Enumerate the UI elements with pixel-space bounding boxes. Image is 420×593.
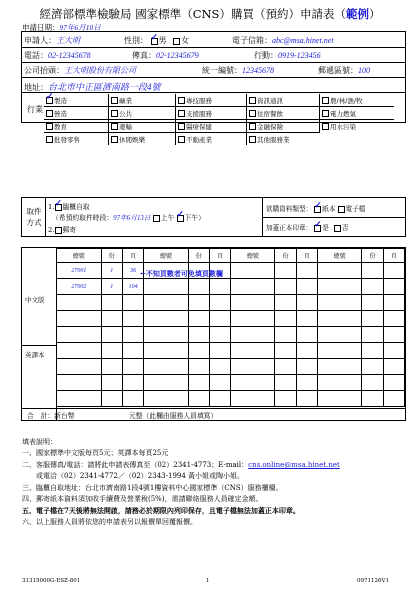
order-cell[interactable] xyxy=(318,391,362,407)
order-cell[interactable] xyxy=(275,327,296,343)
industry-option-label: 其他服務業 xyxy=(257,135,290,144)
industry-option xyxy=(109,94,176,107)
order-cell[interactable] xyxy=(383,375,404,391)
order-cell[interactable] xyxy=(188,375,209,391)
order-cell[interactable] xyxy=(383,279,404,295)
order-cell[interactable] xyxy=(101,311,122,327)
instruction-3: 三、臨櫃自取地址：台北市濟南路1段4號1樓資料中心國家標準（CNS）服務櫃檯。 xyxy=(22,483,283,492)
stamp-yes-checkbox[interactable] xyxy=(314,225,321,232)
electronic-label: 電子檔 xyxy=(345,205,366,213)
mail-checkbox[interactable] xyxy=(55,227,62,234)
industry-option-label: 製造 xyxy=(54,96,67,105)
industry-checkbox[interactable] xyxy=(178,110,185,117)
order-cell[interactable] xyxy=(188,391,209,407)
order-cell[interactable] xyxy=(122,359,143,375)
mobile-group xyxy=(254,50,321,61)
column-header: 總號 xyxy=(231,249,275,263)
industry-option xyxy=(44,120,109,133)
order-cell[interactable] xyxy=(318,279,362,295)
order-cell[interactable] xyxy=(231,295,275,311)
industry-checkbox[interactable] xyxy=(111,97,118,104)
industry-option xyxy=(320,107,395,120)
column-header: 份 xyxy=(362,249,383,263)
order-cell[interactable] xyxy=(144,279,188,295)
total-suffix: 元整（此欄由服務人員填寫） xyxy=(128,412,218,420)
order-cell[interactable] xyxy=(383,263,404,279)
industry-option xyxy=(176,94,247,107)
order-cell[interactable] xyxy=(57,375,102,391)
gender-male-checkbox[interactable] xyxy=(151,38,158,45)
table-row xyxy=(57,375,405,391)
table-row xyxy=(57,295,405,311)
order-cell[interactable] xyxy=(57,327,102,343)
order-cell[interactable] xyxy=(383,391,404,407)
industry-option-label: 批發零售 xyxy=(54,135,80,144)
industry-checkbox[interactable] xyxy=(111,123,118,130)
industry-checkbox[interactable] xyxy=(249,123,256,130)
industry-option xyxy=(247,133,320,146)
industry-option-label: 營造 xyxy=(54,109,67,118)
industry-checkbox[interactable] xyxy=(322,110,329,117)
table-row xyxy=(57,343,405,359)
reservation-close: ） xyxy=(198,214,205,222)
order-cell[interactable] xyxy=(209,311,230,327)
industry-option xyxy=(176,120,247,133)
industry-option-label: 農/林/漁/牧 xyxy=(330,96,363,105)
industry-checkbox[interactable] xyxy=(178,136,185,143)
order-cell[interactable] xyxy=(296,391,317,407)
phone-label: 電話： xyxy=(24,51,48,60)
order-cell[interactable] xyxy=(57,311,102,327)
order-cell[interactable] xyxy=(209,391,230,407)
industry-checkbox[interactable] xyxy=(249,97,256,104)
fax-field[interactable]: 02-12345679 xyxy=(156,51,199,60)
industry-checkbox[interactable] xyxy=(46,110,53,117)
column-header: 總號 xyxy=(318,249,362,263)
industry-option xyxy=(247,120,320,133)
company-group xyxy=(24,65,136,76)
column-header: 頁 xyxy=(122,249,143,263)
phone-group xyxy=(24,50,91,61)
order-cell[interactable] xyxy=(101,327,122,343)
order-cell[interactable] xyxy=(362,343,383,359)
order-cell[interactable] xyxy=(144,295,188,311)
total-row xyxy=(27,410,217,420)
order-cell[interactable] xyxy=(275,375,296,391)
order-cell[interactable] xyxy=(231,263,275,279)
gender-female-label: 女 xyxy=(181,36,190,45)
page-count-note: ←不知頁數者可免填頁數欄 xyxy=(140,269,223,278)
stamp-group xyxy=(266,222,349,232)
option-2-number: 2. xyxy=(48,226,55,234)
industry-checkbox[interactable] xyxy=(322,123,329,130)
company-field[interactable]: 王大明股份有限公司 xyxy=(64,66,136,75)
order-cell[interactable] xyxy=(122,343,143,359)
mail-label: 郵寄 xyxy=(62,226,77,234)
english-edition-label: 英譯本 xyxy=(25,351,45,359)
mobile-label: 行動： xyxy=(254,51,278,60)
order-cell[interactable] xyxy=(231,391,275,407)
data-type-label: 欲購資料類型： xyxy=(266,205,313,213)
page-title xyxy=(0,6,420,22)
column-header: 總號 xyxy=(144,249,188,263)
order-cell[interactable] xyxy=(383,359,404,375)
order-cell[interactable] xyxy=(275,359,296,375)
order-cell[interactable] xyxy=(188,295,209,311)
instructions xyxy=(22,437,407,528)
gender-male-label: 男 xyxy=(158,36,167,45)
order-cell[interactable] xyxy=(362,279,383,295)
order-cell[interactable] xyxy=(231,327,275,343)
order-cell[interactable] xyxy=(275,311,296,327)
order-cell[interactable] xyxy=(296,375,317,391)
order-cell[interactable] xyxy=(101,391,122,407)
email-label: 電子信箱： xyxy=(232,36,272,45)
industry-checkbox[interactable] xyxy=(178,123,185,130)
order-cell[interactable] xyxy=(296,311,317,327)
title-text: 經濟部標準檢驗局 國家標準（CNS）購買（預約）申請表（ xyxy=(39,7,346,21)
order-cell[interactable] xyxy=(275,343,296,359)
industry-checkbox[interactable] xyxy=(111,136,118,143)
industry-option-label: 資訊通訊 xyxy=(257,96,283,105)
name-field[interactable]: 王大明 xyxy=(56,36,80,45)
order-cell[interactable] xyxy=(122,327,143,343)
order-cell[interactable] xyxy=(275,263,296,279)
zip-label: 郵遞區號： xyxy=(318,66,358,75)
order-cell[interactable] xyxy=(362,375,383,391)
order-cell[interactable] xyxy=(101,295,122,311)
order-cell[interactable] xyxy=(296,263,317,279)
industry-option xyxy=(44,107,109,120)
order-cell[interactable] xyxy=(209,279,230,295)
pm-checkbox[interactable] xyxy=(177,215,184,222)
order-cell[interactable]: 1 xyxy=(101,263,122,279)
column-header: 總號 xyxy=(57,249,102,263)
order-cell[interactable] xyxy=(209,295,230,311)
industry-checkbox[interactable] xyxy=(178,97,185,104)
order-cell[interactable] xyxy=(318,295,362,311)
email-field[interactable]: abc@msa.hinet.net xyxy=(272,36,334,45)
zip-group xyxy=(318,65,370,76)
instruction-5: 五、電子檔在7天後將無法開啟，請務必於期限內列印保存，且電子檔無法加蓋正本印章。 xyxy=(22,506,300,516)
page-number: 1 xyxy=(206,578,210,584)
reservation-date-field[interactable]: 97年6月13日 xyxy=(113,215,151,222)
order-cell[interactable] xyxy=(57,359,102,375)
gender-label: 性別： xyxy=(124,36,148,45)
industry-option xyxy=(44,94,109,107)
order-cell[interactable] xyxy=(383,295,404,311)
industry-option-label: 公共 xyxy=(119,109,132,118)
pickup-box xyxy=(21,197,406,237)
chinese-edition-label: 中文版 xyxy=(25,296,45,304)
industry-option xyxy=(109,107,176,120)
applicant-row xyxy=(24,35,80,46)
industry-checkbox[interactable] xyxy=(46,97,53,104)
industry-option-label: 電力燃氣 xyxy=(330,109,356,118)
order-cell[interactable] xyxy=(296,279,317,295)
industry-option-label: 不動產業 xyxy=(186,135,212,144)
company-label: 公司抬頭： xyxy=(24,66,64,75)
order-cell[interactable] xyxy=(144,391,188,407)
order-cell[interactable] xyxy=(209,343,230,359)
industry-option xyxy=(320,120,395,133)
order-cell[interactable] xyxy=(362,391,383,407)
industry-option-label: 專技服務 xyxy=(186,96,212,105)
order-cell[interactable]: 104 xyxy=(122,279,143,295)
order-cell[interactable] xyxy=(296,343,317,359)
industry-option-label: 運輸 xyxy=(119,122,132,131)
stamp-yes-label: 是 xyxy=(322,224,329,232)
applicant-box xyxy=(21,31,406,144)
reservation-label: （希預約取件時段： xyxy=(52,214,114,222)
order-cell[interactable] xyxy=(122,375,143,391)
industry-option xyxy=(320,94,395,107)
order-cell[interactable] xyxy=(318,343,362,359)
order-cell[interactable] xyxy=(362,295,383,311)
order-cell[interactable] xyxy=(144,343,188,359)
industry-checkbox[interactable] xyxy=(111,110,118,117)
industry-option-label: 休閒娛樂 xyxy=(119,135,145,144)
gender-female-checkbox[interactable] xyxy=(173,38,180,45)
table-row xyxy=(57,359,405,375)
order-cell[interactable] xyxy=(318,359,362,375)
order-cell[interactable] xyxy=(144,311,188,327)
counter-pickup-checkbox[interactable] xyxy=(55,204,62,211)
column-header: 份 xyxy=(275,249,296,263)
order-cell[interactable] xyxy=(101,375,122,391)
fax-group xyxy=(132,50,199,61)
order-cell[interactable] xyxy=(318,375,362,391)
column-header: 頁 xyxy=(383,249,404,263)
version-code: 0971126V1 xyxy=(357,578,389,584)
total-label: 合 計：新台幣 xyxy=(27,412,75,420)
option-1-number: 1. xyxy=(48,203,55,211)
order-cell[interactable] xyxy=(144,327,188,343)
industry-checkbox[interactable] xyxy=(249,110,256,117)
email-group xyxy=(232,35,334,46)
industry-option xyxy=(176,107,247,120)
industry-option xyxy=(247,94,320,107)
address-label: 地址： xyxy=(24,83,48,92)
industry-checkbox[interactable] xyxy=(46,136,53,143)
tax-id-field[interactable]: 12345678 xyxy=(242,66,274,75)
pickup-method-label: 取件方式 xyxy=(26,207,42,227)
order-cell[interactable] xyxy=(209,359,230,375)
industry-option xyxy=(44,133,109,146)
table-row xyxy=(57,311,405,327)
column-header: 頁 xyxy=(209,249,230,263)
tax-group xyxy=(202,65,274,76)
industry-option-label: 金融保險 xyxy=(257,122,283,131)
industry-option-label: 支援服務 xyxy=(186,109,212,118)
order-cell[interactable] xyxy=(122,311,143,327)
order-cell[interactable] xyxy=(188,311,209,327)
instruction-4: 四、郵寄紙本資料須加收手續費及營業稅(5%)，需請聯絡服務人員確定金額。 xyxy=(22,495,263,504)
table-row xyxy=(57,279,405,295)
order-cell[interactable] xyxy=(209,327,230,343)
tax-id-label: 統一編號： xyxy=(202,66,242,75)
industry-options xyxy=(44,94,394,145)
order-cell[interactable] xyxy=(209,375,230,391)
stamp-no-label: 否 xyxy=(341,224,349,232)
industry-option-label: 用水污染 xyxy=(330,122,356,131)
order-cell[interactable] xyxy=(188,279,209,295)
form-code: 31315000G-ESZ-801 xyxy=(22,578,81,584)
order-cell[interactable] xyxy=(231,279,275,295)
counter-pickup-label: 臨櫃自取 xyxy=(62,203,90,211)
gender-group xyxy=(124,35,189,46)
order-cell[interactable] xyxy=(296,327,317,343)
order-cell[interactable] xyxy=(231,375,275,391)
order-cell[interactable] xyxy=(362,359,383,375)
title-suffix: ） xyxy=(368,7,381,21)
order-cell[interactable] xyxy=(383,327,404,343)
date-label: 申請日期： xyxy=(22,23,60,32)
am-label: 上午 xyxy=(160,214,175,222)
industry-option-label: 礦業 xyxy=(119,96,132,105)
address-field[interactable]: 台北市中正區濟南路一段4號 xyxy=(48,82,161,92)
order-cell[interactable] xyxy=(144,375,188,391)
order-cell[interactable] xyxy=(296,359,317,375)
industry-option xyxy=(109,120,176,133)
order-cell[interactable]: 27002 xyxy=(57,279,102,295)
zip-field[interactable]: 100 xyxy=(358,66,370,75)
fax-label: 傳真： xyxy=(132,51,156,60)
order-cell[interactable] xyxy=(122,295,143,311)
date-value[interactable]: 97年6月10日 xyxy=(59,23,101,32)
pm-label: 下午 xyxy=(184,214,199,222)
am-checkbox[interactable] xyxy=(153,215,160,222)
order-cell[interactable] xyxy=(296,295,317,311)
column-header: 份 xyxy=(101,249,122,263)
instruction-2 xyxy=(22,460,407,471)
reservation-time xyxy=(52,212,205,222)
title-highlight: 範例 xyxy=(345,7,369,21)
industry-option-label: 住宿餐飲 xyxy=(257,109,283,118)
order-cell[interactable] xyxy=(275,279,296,295)
industry-checkbox[interactable] xyxy=(46,123,53,130)
table-row xyxy=(57,327,405,343)
order-cell[interactable] xyxy=(362,327,383,343)
order-cell[interactable] xyxy=(383,343,404,359)
phone-field[interactable]: 02-12345678 xyxy=(48,51,91,60)
column-header: 頁 xyxy=(296,249,317,263)
industry-option xyxy=(109,133,176,146)
order-cell[interactable] xyxy=(101,343,122,359)
mobile-field[interactable]: 0919-123456 xyxy=(278,51,321,60)
instruction-1: 一、國家標準中文版每頁5元；英譯本每頁25元 xyxy=(22,449,169,458)
order-table xyxy=(56,248,405,407)
industry-checkbox[interactable] xyxy=(322,97,329,104)
order-cell[interactable] xyxy=(362,263,383,279)
service-email-link[interactable]: cns.online@msa.hinet.net xyxy=(248,460,340,469)
order-cell[interactable]: 27001 xyxy=(57,263,102,279)
data-type-group xyxy=(266,203,365,213)
name-label: 申請人： xyxy=(24,36,56,45)
order-cell[interactable]: 1 xyxy=(101,279,122,295)
order-cell[interactable] xyxy=(188,343,209,359)
industry-option xyxy=(176,133,247,146)
order-box xyxy=(21,247,406,421)
industry-option-label: 醫療保健 xyxy=(186,122,212,131)
order-cell[interactable] xyxy=(231,343,275,359)
order-cell[interactable] xyxy=(318,263,362,279)
industry-label: 行業 xyxy=(27,105,43,114)
order-cell[interactable] xyxy=(231,359,275,375)
column-header: 份 xyxy=(188,249,209,263)
order-cell[interactable] xyxy=(383,311,404,327)
order-cell[interactable] xyxy=(57,391,102,407)
order-cell[interactable] xyxy=(231,311,275,327)
pickup-option-counter xyxy=(48,201,90,211)
order-cell[interactable] xyxy=(318,327,362,343)
paper-checkbox[interactable] xyxy=(314,206,321,213)
instruction-6: 六、以上服務人員將依您的申請表另以報價單回覆報價。 xyxy=(22,517,197,526)
order-cell[interactable] xyxy=(122,391,143,407)
industry-option-label: 教育 xyxy=(54,122,67,131)
order-cell[interactable] xyxy=(101,359,122,375)
paper-label: 紙本 xyxy=(322,205,336,213)
table-row xyxy=(57,391,405,407)
table-row xyxy=(57,263,405,279)
instruction-2-text: 二、客服傳真/電話：請將此申請表傳真至（02）2341-4773；E-mail： xyxy=(22,460,249,469)
order-cell[interactable] xyxy=(275,391,296,407)
pickup-option-mail xyxy=(48,224,76,234)
order-cell[interactable]: 36 xyxy=(122,263,143,279)
order-cell[interactable] xyxy=(362,311,383,327)
order-cell[interactable] xyxy=(188,327,209,343)
instructions-title: 填表說明： xyxy=(22,438,57,446)
order-cell[interactable] xyxy=(144,359,188,375)
order-cell[interactable] xyxy=(275,295,296,311)
electronic-checkbox[interactable] xyxy=(338,206,345,213)
stamp-label: 加蓋正本印章： xyxy=(266,224,313,232)
order-cell[interactable] xyxy=(318,311,362,327)
stamp-no-checkbox[interactable] xyxy=(334,225,341,232)
industry-checkbox[interactable] xyxy=(249,136,256,143)
order-cell[interactable] xyxy=(57,343,102,359)
instruction-2-contact: 或電洽（02）2341-4772／（02）2343-1994 黃小姐或陶小姐。 xyxy=(22,472,245,481)
order-cell[interactable] xyxy=(57,295,102,311)
order-cell[interactable] xyxy=(188,359,209,375)
industry-option xyxy=(247,107,320,120)
